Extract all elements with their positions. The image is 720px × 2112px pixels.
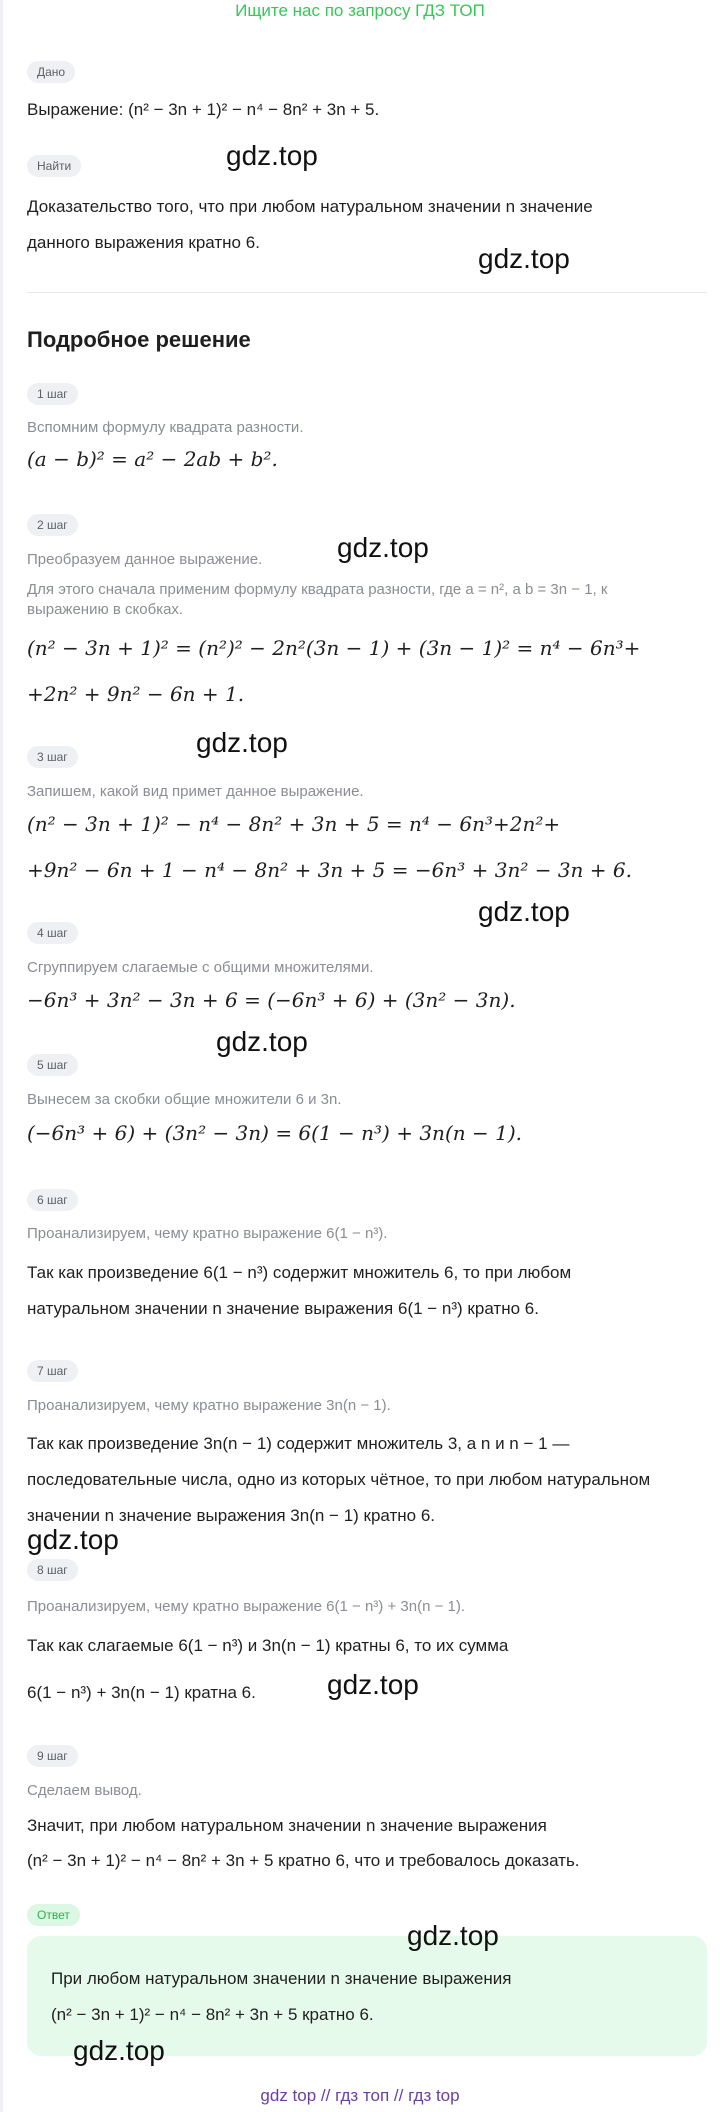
step-text: Так как произведение 3n(n − 1) содержит множитель 3, а n и n − 1 — <box>27 1434 570 1453</box>
step-desc: Проанализируем, чему кратно выражение 6(1 − n³) + 3n(n − 1). <box>27 1598 466 1615</box>
step-text: Так как произведение 6(1 − n³) содержит множитель 6, то при любом <box>27 1263 572 1282</box>
solution-title: Подробное решение <box>27 327 251 352</box>
step-text: (n² − 3n + 1)² − n⁴ − 8n² + 3n + 5 кратно 6, что и требовалось доказать. <box>27 1851 580 1870</box>
watermark: gdz.top <box>337 532 429 563</box>
step-math: +2n² + 9n² − 6n + 1. <box>27 682 245 706</box>
step-desc: Запишем, какой вид примет данное выражение. <box>27 783 364 800</box>
step-desc: Сделаем вывод. <box>27 1782 142 1799</box>
given-label: Дано <box>27 61 75 83</box>
divider <box>27 292 707 293</box>
answer-line-1: При любом натуральном значении n значение выражения <box>51 1969 512 1988</box>
step-label: 8 шаг <box>27 1559 78 1581</box>
given-text: Выражение: (n² − 3n + 1)² − n⁴ − 8n² + 3n + 5. <box>27 100 380 119</box>
watermark: gdz.top <box>226 140 318 171</box>
watermark: gdz.top <box>478 896 570 927</box>
watermark: gdz.top <box>73 2035 165 2066</box>
step-desc: Преобразуем данное выражение. <box>27 551 263 568</box>
step-math: (a − b)² = a² − 2ab + b². <box>27 447 278 471</box>
step-text: последовательные числа, одно из которых чётное, то при любом натуральном <box>27 1470 651 1489</box>
step-math: (n² − 3n + 1)² − n⁴ − 8n² + 3n + 5 = n⁴ − 6n³+2n²+ <box>27 812 561 836</box>
step-math: (n² − 3n + 1)² = (n²)² − 2n²(3n − 1) + (3n − 1)² = n⁴ − 6n³+ <box>27 636 641 660</box>
answer-line-2: (n² − 3n + 1)² − n⁴ − 8n² + 3n + 5 кратно 6. <box>51 2005 374 2024</box>
watermark: gdz.top <box>407 1920 499 1951</box>
step-note: выражению в скобках. <box>27 601 184 618</box>
step-desc: Сгруппируем слагаемые с общими множителями. <box>27 959 374 976</box>
footer-links[interactable]: gdz top // гдз топ // гдз top <box>260 2086 460 2105</box>
step-desc: Вспомним формулу квадрата разности. <box>27 419 304 436</box>
step-math: +9n² − 6n + 1 − n⁴ − 8n² + 3n + 5 = −6n³ + 3n² − 3n + 6. <box>27 858 632 882</box>
left-rule <box>0 0 3 2112</box>
step-label: 4 шаг <box>27 922 78 944</box>
step-text: 6(1 − n³) + 3n(n − 1) кратна 6. <box>27 1683 256 1702</box>
search-banner[interactable]: Ищите нас по запросу ГДЗ ТОП <box>235 1 485 20</box>
step-text: Значит, при любом натуральном значении n значение выражения <box>27 1816 547 1835</box>
watermark: gdz.top <box>27 1524 119 1555</box>
watermark: gdz.top <box>216 1026 308 1057</box>
step-text: Так как слагаемые 6(1 − n³) и 3n(n − 1) кратны 6, то их сумма <box>27 1636 509 1655</box>
find-label: Найти <box>27 155 81 177</box>
step-desc: Проанализируем, чему кратно выражение 6(1 − n³). <box>27 1225 388 1242</box>
step-math: (−6n³ + 6) + (3n² − 3n) = 6(1 − n³) + 3n(n − 1). <box>27 1121 522 1145</box>
step-label: 5 шаг <box>27 1054 78 1076</box>
step-math: −6n³ + 3n² − 3n + 6 = (−6n³ + 6) + (3n² − 3n). <box>27 988 516 1012</box>
step-label: 3 шаг <box>27 746 78 768</box>
watermark: gdz.top <box>196 727 288 758</box>
step-desc: Вынесем за скобки общие множители 6 и 3n. <box>27 1091 342 1108</box>
step-label: 2 шаг <box>27 514 78 536</box>
find-line-2: данного выражения кратно 6. <box>27 233 260 252</box>
step-text: значении n значение выражения 3n(n − 1) кратно 6. <box>27 1506 436 1525</box>
step-label: 9 шаг <box>27 1745 78 1767</box>
step-label: 7 шаг <box>27 1360 78 1382</box>
answer-label: Ответ <box>27 1904 80 1926</box>
step-text: натуральном значении n значение выражения 6(1 − n³) кратно 6. <box>27 1299 539 1318</box>
step-label: 1 шаг <box>27 383 78 405</box>
watermark: gdz.top <box>327 1669 419 1700</box>
step-label: 6 шаг <box>27 1189 78 1211</box>
step-note: Для этого сначала применим формулу квадрата разности, где a = n², а b = 3n − 1, к <box>27 581 608 598</box>
find-line-1: Доказательство того, что при любом натуральном значении n значение <box>27 197 593 216</box>
watermark: gdz.top <box>478 243 570 274</box>
step-desc: Проанализируем, чему кратно выражение 3n(n − 1). <box>27 1397 391 1414</box>
